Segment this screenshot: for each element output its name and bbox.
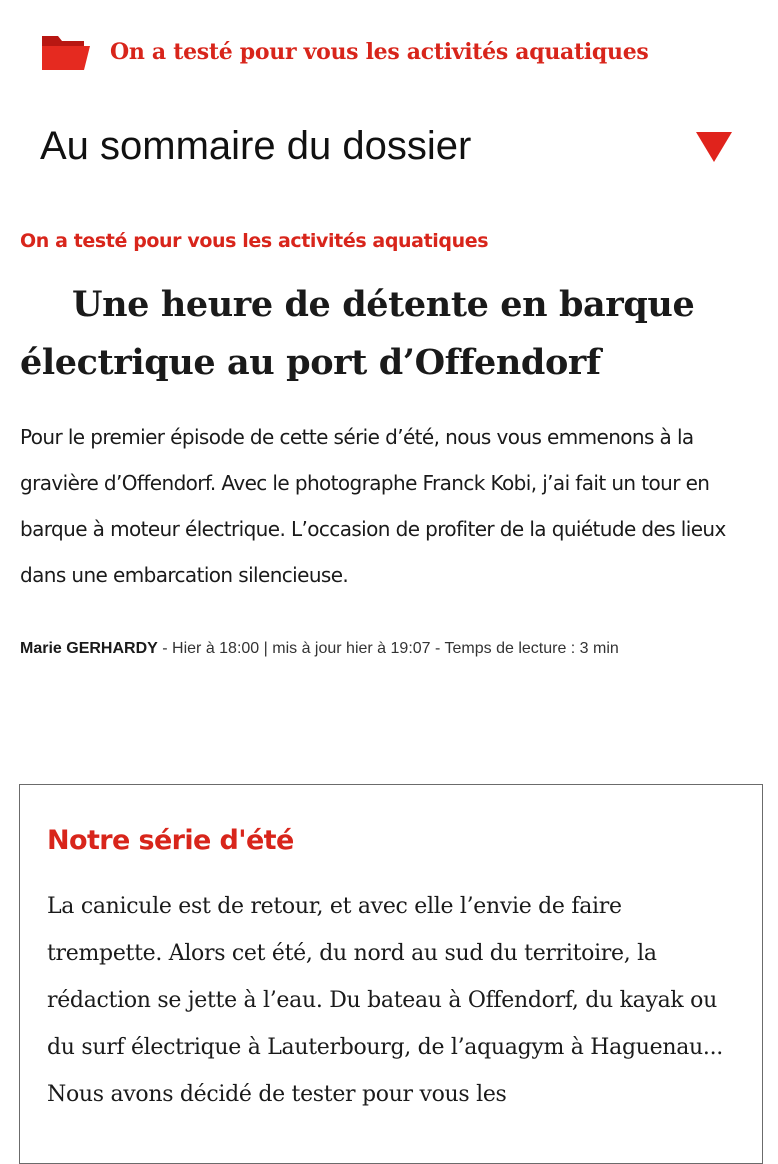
sommaire-toggle[interactable] bbox=[40, 124, 740, 169]
folder-icon[interactable] bbox=[40, 32, 92, 72]
article-kicker[interactable]: On a testé pour vous les activités aquatiques bbox=[20, 230, 489, 252]
updated-time: mis à jour hier à 19:07 bbox=[272, 640, 431, 657]
triangle-down-icon[interactable] bbox=[696, 132, 732, 162]
byline-separator: | bbox=[259, 640, 273, 657]
headline-line-1: Une heure de détente en barque bbox=[72, 284, 695, 325]
sommaire-label: Au sommaire du dossier bbox=[40, 124, 472, 168]
author-name[interactable]: Marie GERHARDY bbox=[20, 640, 158, 657]
dossier-title-link[interactable]: On a testé pour vous les activités aquatiques bbox=[110, 39, 649, 65]
article-byline bbox=[20, 640, 619, 658]
article-headline bbox=[20, 276, 760, 392]
article-lead: Pour le premier épisode de cette série d’été, nous vous emmenons à la gravière d’Offendorf. Avec le photographe Franck Kobi, j’ai fait un tour en barque à moteur électrique. L’occasion de profiter de la quiétude des lieux dans une embarcation silencieuse. bbox=[20, 425, 726, 587]
series-title: Notre série d'été bbox=[47, 825, 294, 856]
byline-separator: - bbox=[430, 640, 445, 657]
headline-line-2: électrique au port d’Offendorf bbox=[20, 342, 601, 383]
byline-separator: - bbox=[157, 640, 173, 657]
series-box bbox=[19, 784, 763, 1164]
published-time: Hier à 18:00 bbox=[172, 640, 260, 657]
reading-time: Temps de lecture : 3 min bbox=[444, 640, 619, 657]
series-body: La canicule est de retour, et avec elle l’envie de faire trempette. Alors cet été, du nord au sud du territoire, la rédaction se jette à l’eau. Du bateau à Offendorf, du kayak ou du surf électrique à Lauterbourg, de l’aquagym à Haguenau... Nous avons décidé de tester pour vous les bbox=[47, 894, 723, 1107]
dossier-header bbox=[40, 32, 648, 72]
